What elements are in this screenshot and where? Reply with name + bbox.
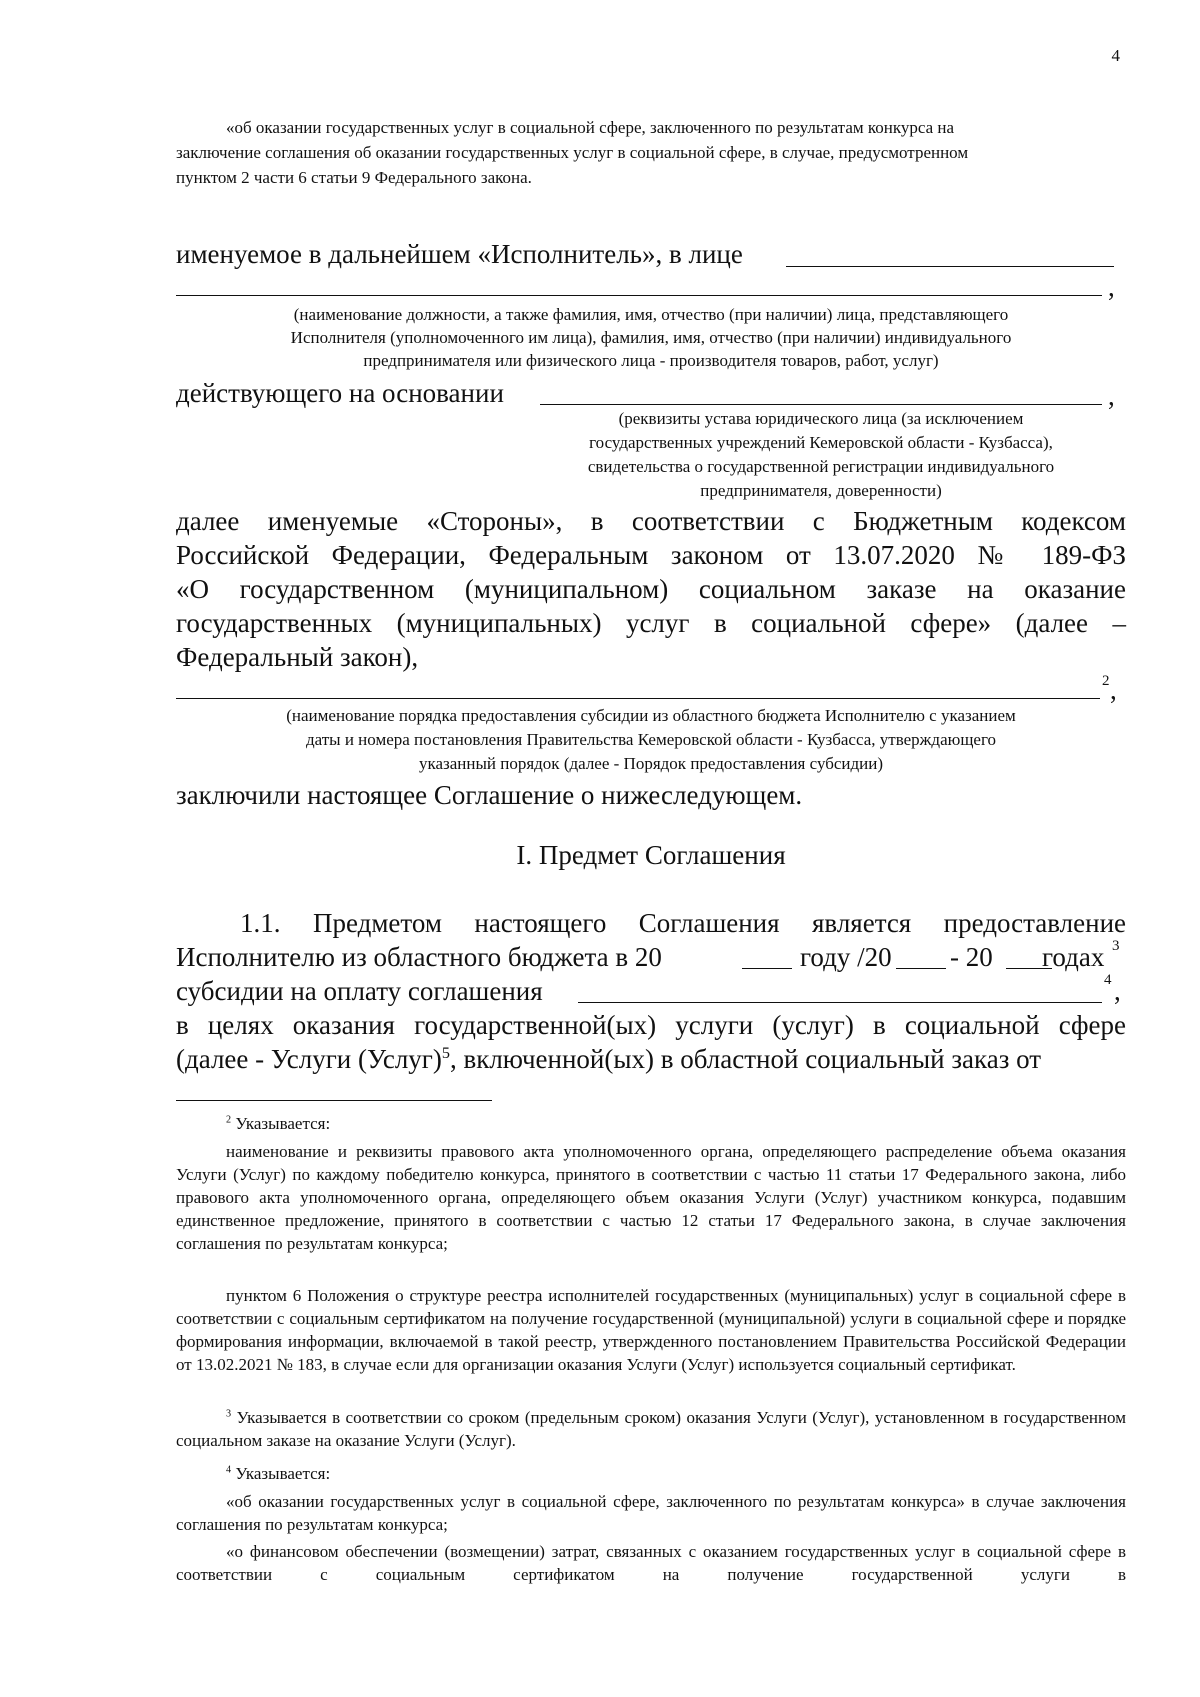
subsidy-caption-line-2: даты и номера постановления Правительства Кемеровской области - Кузбасса, утверждающего xyxy=(305,730,997,749)
parties-line-5: Федеральный закон), xyxy=(176,642,419,672)
clause-line-2-start: Исполнителю из областного бюджета в 20 xyxy=(176,942,662,972)
footnote-3-mark: 3 xyxy=(226,1408,232,1420)
footnote-2-paragraph-1: наименование и реквизиты правового акта уполномоченного органа, определяющего распределение объема оказания Услуги (Услуг) по каждому победителю конкурса, принятого в соответствии с частью 11 статьи 17 Федерального закона, либо правового акта уполномоченного органа, определяющего объем оказания Услуги (Услуг) участником конкурса, подавшим единственное предложение, принятого в соответствии с частью 12 статьи 17 Федерального закона, в случае заключения соглашения по результатам конкурса; xyxy=(176,1142,1126,1253)
concluded-text: заключили настоящее Соглашение о нижеследующем. xyxy=(176,780,803,810)
acting-caption-line-3: свидетельства о государственной регистрации индивидуального xyxy=(587,457,1055,476)
footnote-4-paragraph-1: «об оказании государственных услуг в социальной сфере, заключенного по результатам конкурса» в случае заключения соглашения по результатам конкурса; xyxy=(176,1492,1126,1534)
parties-line-3: «О государственном (муниципальном) социальном заказе на оказание xyxy=(176,574,1126,604)
acting-caption-line-2: государственных учреждений Кемеровской области - Кузбасса), xyxy=(589,433,1053,452)
clause-line-2-year: году /20 xyxy=(800,942,892,972)
footnote-2-paragraph-2: пунктом 6 Положения о структуре реестра исполнителей государственных (муниципальных) услуг в социальной сфере в соответствии с социальным сертификатом на получение государственной (муниципальной) услуги в социальной сфере и порядке формирования информации, включаемой в такой реестр, утвержденного постановлением Правительства Российской Федерации от 13.02.2021 № 183, в случае если для организации оказания Услуги (Услуг) используется социальный сертификат. xyxy=(176,1286,1126,1374)
executor-representative-field xyxy=(176,295,1102,296)
footnote-ref-4: 4 xyxy=(1104,972,1112,988)
footnote-4-paragraph-2: «о финансовом обеспечении (возмещении) затрат, связанных с оказанием государственных услуг в социальной сфере в соответствии с социальным сертификатом на получение государственной услуги в xyxy=(176,1542,1126,1584)
clause-line-3-comma: , xyxy=(1114,976,1121,1006)
clause-line-5-end: , включенной(ых) в областной социальный заказ от xyxy=(449,1044,1042,1074)
clause-line-3-start: субсидии на оплату соглашения xyxy=(176,976,543,1006)
footnote-separator xyxy=(176,1100,492,1101)
executor-caption-line-1: (наименование должности, а также фамилия, имя, отчество (при наличии) лица, представляющего xyxy=(293,305,1009,324)
footnote-2-title: Указывается: xyxy=(235,1114,331,1133)
acting-basis-field xyxy=(540,404,1102,405)
executor-comma: , xyxy=(1108,272,1115,302)
footnote-4-title: Указывается: xyxy=(235,1464,331,1483)
top-paragraph-line-2: заключение соглашения об оказании государственных услуг в социальной сфере, в случае, предусмотренном xyxy=(176,143,969,162)
subsidy-procedure-field xyxy=(176,698,1100,699)
agreement-type-field xyxy=(578,1002,1102,1003)
parties-comma: , xyxy=(1110,675,1117,705)
clause-line-2-dash: - 20 xyxy=(950,942,993,972)
subsidy-caption-line-1: (наименование порядка предоставления субсидии из областного бюджета Исполнителю с указанием xyxy=(286,706,1016,725)
parties-line-2: Российской Федерации, Федеральным законом от 13.07.2020 № 189-ФЗ xyxy=(176,540,1126,570)
acting-caption-line-1: (реквизиты устава юридического лица (за исключением xyxy=(618,409,1024,428)
clause-line-5-start: (далее - Услуги (Услуг) xyxy=(176,1044,442,1074)
footnote-4-mark: 4 xyxy=(226,1464,232,1476)
executor-caption-line-3: предпринимателя или физического лица - производителя товаров, работ, услуг) xyxy=(363,351,939,370)
top-paragraph-line-1: «об оказании государственных услуг в социальной сфере, заключенного по результатам конкурса на xyxy=(226,118,955,137)
executor-name-field xyxy=(786,266,1114,267)
executor-caption-line-2: Исполнителя (уполномоченного им лица), фамилия, имя, отчество (при наличии) индивидуального xyxy=(290,328,1012,347)
parties-line-1: далее именуемые «Стороны», в соответствии с Бюджетным кодексом xyxy=(176,506,1126,536)
executor-named-text: именуемое в дальнейшем «Исполнитель», в лице xyxy=(176,239,743,269)
footnote-4-head xyxy=(226,1462,330,1485)
page-number: 4 xyxy=(1111,46,1120,65)
footnote-2-mark: 2 xyxy=(226,1114,232,1126)
acting-comma: , xyxy=(1108,381,1115,411)
clause-line-1: 1.1. Предметом настоящего Соглашения является предоставление xyxy=(240,908,1126,938)
footnote-ref-3: 3 xyxy=(1112,938,1120,954)
subsidy-caption-line-3: указанный порядок (далее - Порядок предоставления субсидии) xyxy=(418,754,884,773)
footnote-3-text: Указывается в соответствии со сроком (предельным сроком) оказания Услуги (Услуг), установленном в государственном социальном заказе на оказание Услуги (Услуг). xyxy=(176,1408,1126,1450)
acting-basis-text: действующего на основании xyxy=(176,378,504,408)
clause-line-2-years: годах xyxy=(1042,942,1105,972)
clause-line-5 xyxy=(176,1042,1126,1076)
year-field-2 xyxy=(896,968,946,969)
clause-line-4: в целях оказания государственной(ых) услуги (услуг) в социальной сфере xyxy=(176,1010,1126,1040)
footnote-2-head xyxy=(226,1112,330,1135)
parties-line-4: государственных (муниципальных) услуг в социальной сфере» (далее – xyxy=(176,608,1126,638)
footnote-ref-2: 2 xyxy=(1102,673,1110,689)
section-title: I. Предмет Соглашения xyxy=(516,840,786,870)
footnote-ref-5: 5 xyxy=(441,1044,450,1062)
acting-caption-line-4: предпринимателя, доверенности) xyxy=(700,481,942,500)
top-paragraph-line-3: пунктом 2 части 6 статьи 9 Федерального закона. xyxy=(176,168,532,187)
footnote-3 xyxy=(176,1406,1126,1452)
year-field-1 xyxy=(742,968,792,969)
